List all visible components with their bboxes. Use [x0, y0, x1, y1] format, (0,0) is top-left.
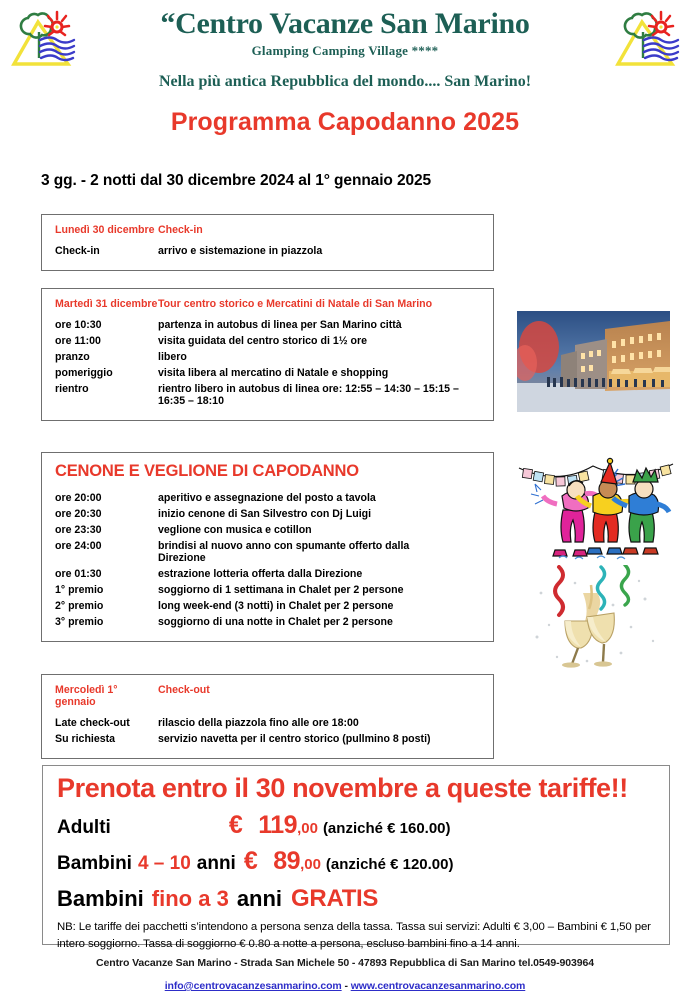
- champagne-toast-photo: [521, 565, 671, 670]
- row-time: ore 20:30: [55, 508, 102, 520]
- table-row: [42, 524, 493, 536]
- row-prize: 1° premio: [55, 584, 104, 596]
- children-label-end: anni: [196, 852, 236, 874]
- row-time: ore 23:30: [55, 524, 102, 536]
- brand-tagline: Nella più antica Repubblica del mondo.... San Marino!: [158, 72, 532, 90]
- row-time: ore 20:00: [55, 492, 102, 504]
- page-title: Programma Capodanno 2025: [170, 108, 520, 136]
- pricing-note: NB: Le tariffe dei pacchetti s’intendono a persona senza della tassa. Tassa sui servizi: Adulti € 3,00 – Bambini € 1,50 per intero soggiorno. Tassa di soggiorno € 0.80 a notte a persona, escluso bambini fino a 14 anni.: [57, 920, 651, 951]
- table-row: [42, 383, 493, 407]
- table-row: [42, 335, 493, 347]
- section-title-cenone: CENONE E VEGLIONE DI CAPODANNO: [55, 462, 359, 480]
- footer-address: Centro Vacanze San Marino - Strada San Michele 50 - 47893 Repubblica di San Marino tel.0549-903964: [96, 957, 594, 969]
- day-label: Martedì 31 dicembre: [55, 298, 158, 310]
- adults-cents: ,00: [297, 819, 318, 837]
- row-desc: long week-end (3 notti) in Chalet per 2 persone: [158, 600, 394, 612]
- row-time: ore 24:00: [55, 540, 102, 552]
- promo-headline: Prenota entro il 30 novembre a queste tariffe!!: [57, 773, 628, 803]
- table-row: [42, 584, 493, 596]
- adults-amount: 119: [258, 810, 298, 839]
- table-row: [42, 600, 493, 612]
- row-desc: veglione con musica e cotillon: [158, 524, 312, 536]
- schedule-box-lunedi: [41, 214, 494, 271]
- row-desc: inizio cenone di San Silvestro con Dj Luigi: [158, 508, 372, 520]
- row-time: ore 11:00: [55, 335, 101, 347]
- row-desc: partenza in autobus di linea per San Marino città: [158, 319, 402, 331]
- day-label: Mercoledì 1° gennaio: [55, 684, 118, 708]
- price-row-free: [57, 885, 657, 913]
- table-row: [42, 319, 493, 331]
- footer-separator: -: [341, 980, 351, 992]
- row-time: ore 10:30: [55, 319, 102, 331]
- row-desc: soggiorno di 1 settimana in Chalet per 2 persone: [158, 584, 404, 596]
- table-row: [42, 616, 493, 628]
- adults-currency: €: [228, 810, 243, 839]
- row-desc: estrazione lotteria offerta dalla Direzione: [158, 568, 363, 580]
- brand-block: [0, 8, 690, 91]
- pricing-box: [42, 765, 670, 951]
- table-row: [42, 351, 493, 363]
- table-row: [42, 245, 493, 257]
- children-amount: 89: [273, 846, 301, 875]
- footer-website-link[interactable]: www.centrovacanzesanmarino.com: [350, 980, 526, 992]
- table-row: [42, 568, 493, 580]
- row-time: pranzo: [55, 351, 90, 363]
- dates-subtitle: 3 gg. - 2 notti dal 30 dicembre 2024 al 1° gennaio 2025: [41, 172, 432, 189]
- table-row: [42, 508, 493, 520]
- table-row: [42, 367, 493, 379]
- children-currency: €: [243, 846, 258, 875]
- table-row: [42, 492, 493, 504]
- row-desc: aperitivo e assegnazione del posto a tavola: [158, 492, 376, 504]
- footer-links: [0, 980, 690, 992]
- row-desc: servizio navetta per il centro storico (pullmino 8 posti): [158, 733, 431, 745]
- footer: [0, 957, 690, 992]
- row-desc: rientro libero in autobus di linea ore: 12:55 – 14:30 – 15:15 – 16:35 – 18:10: [158, 383, 459, 407]
- children-old-price: (anziché € 120.00): [325, 855, 454, 873]
- free-age-highlight: fino a 3: [151, 885, 229, 911]
- adults-old-price: (anziché € 160.00): [322, 819, 451, 837]
- day-topic: Check-out: [158, 684, 210, 696]
- row-desc: brindisi al nuovo anno con spumante offerto dalla Direzione: [158, 540, 410, 564]
- children-label-start: Bambini: [57, 852, 132, 874]
- free-gratis: GRATIS: [291, 884, 379, 912]
- row-time: Late check-out: [55, 717, 130, 729]
- party-clowns-clipart: [513, 450, 678, 562]
- children-age-range: 4 – 10: [137, 852, 191, 874]
- row-prize: 2° premio: [55, 600, 104, 612]
- row-desc: visita guidata del centro storico di 1½ ore: [158, 335, 367, 347]
- row-time: Su richiesta: [55, 733, 116, 745]
- table-row: [42, 733, 493, 745]
- row-desc: rilascio della piazzola fino alle ore 18:00: [158, 717, 359, 729]
- christmas-market-photo: [517, 311, 670, 412]
- day-label: Lunedì 30 dicembre: [55, 224, 155, 236]
- row-desc: visita libera al mercatino di Natale e shopping: [158, 367, 389, 379]
- price-row-children: [57, 847, 657, 876]
- children-cents: ,00: [300, 855, 321, 873]
- day-topic: Check-in: [158, 224, 203, 236]
- table-header-row: [42, 298, 493, 310]
- header: [0, 0, 690, 140]
- adults-label: Adulti: [57, 816, 111, 838]
- day-topic: Tour centro storico e Mercatini di Natale di San Marino: [158, 298, 433, 310]
- row-desc: libero: [158, 351, 187, 363]
- schedule-box-martedi: [41, 288, 494, 421]
- row-desc: soggiorno di una notte in Chalet per 2 persone: [158, 616, 393, 628]
- table-row: [42, 717, 493, 729]
- row-time: Check-in: [55, 245, 100, 257]
- table-row: [42, 540, 493, 564]
- footer-email-link[interactable]: info@centrovacanzesanmarino.com: [164, 980, 342, 992]
- schedule-box-cenone: [41, 452, 494, 642]
- price-row-adults: [57, 811, 657, 840]
- row-time: rientro: [55, 383, 89, 395]
- brand-title: “Centro Vacanze San Marino: [160, 7, 530, 40]
- schedule-box-mercoledi: [41, 674, 494, 759]
- table-header-row: [42, 224, 493, 236]
- row-prize: 3° premio: [55, 616, 104, 628]
- row-desc: arrivo e sistemazione in piazzola: [158, 245, 323, 257]
- brand-subtitle: Glamping Camping Village ****: [251, 42, 439, 58]
- free-label-start: Bambini: [57, 885, 144, 911]
- table-header-row: [42, 684, 493, 708]
- row-time: ore 01:30: [55, 568, 102, 580]
- free-label-mid: anni: [236, 885, 283, 911]
- row-time: pomeriggio: [55, 367, 113, 379]
